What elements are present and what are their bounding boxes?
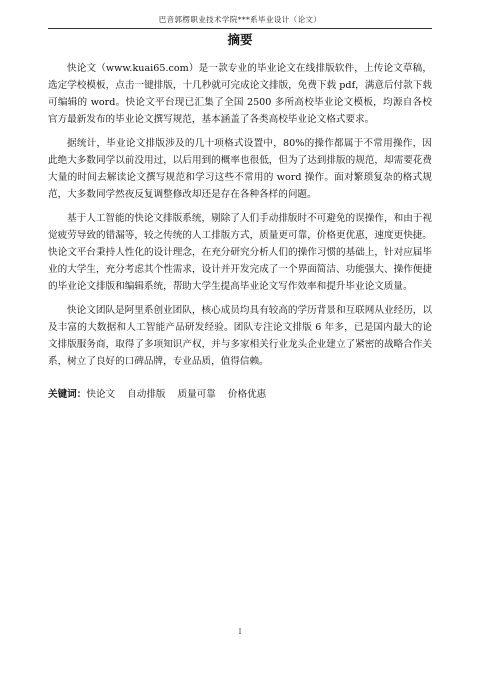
abstract-paragraph: 快论文团队是阿里系创业团队，核心成员均具有较高的学历背景和互联网从业经历，以及丰富的大数据和人工智能产品研发经验。团队专注论文排版 6 年多，已是国内最大的论文排版服务商，取得了多项知识产权，并与多家相关行业龙头企业建立了紧密的战略合作关系，树立了良好的口碑品牌，专业品质，值得信赖。 — [48, 305, 432, 367]
page-number: I — [238, 628, 242, 636]
keyword: 价格优惠 — [227, 389, 267, 400]
abstract-title: 摘要 — [227, 32, 253, 47]
abstract-paragraph: 快论文（www.kuai65.com）是一款专业的毕业论文在线排版软件，上传论文草稿，选定学校模板，点击一键排版，十几秒就可完成论文排版，免费下载 pdf，满意后付款下载可编辑的 word。快论文平台现已汇集了全国 2500 多所高校毕业论文模板，均源自各校官方最新发布的毕业论文撰写规范，基本涵盖了各类高校毕业论文格式要求。 — [48, 63, 432, 125]
abstract-paragraph: 基于人工智能的快论文排版系统，剔除了人们手动排版时不可避免的误操作，和由于视觉疲劳导致的错漏等，较之传统的人工排版方式，质量更可靠，价格更优惠，速度更快捷。快论文平台秉持人性化的设计理念，在充分研究分析人们的操作习惯的基础上，针对应届毕业的大学生，充分考虑其个性需求，设计并开发完成了一个界面简洁、功能强大、操作便捷的毕业论文排版和编辑系统，帮助大学生提高毕业论文写作效率和提升毕业论文质量。 — [48, 213, 432, 292]
abstract-body — [48, 60, 432, 370]
keywords-label: 关键词： — [48, 389, 87, 400]
keyword: 质量可靠 — [177, 389, 216, 400]
abstract-paragraph: 据统计，毕业论文排版涉及的几十项格式设置中，80%的操作都属于不常用操作，因此绝大多数同学以前没用过，以后用到的概率也很低，但为了达到排版的规范，却需要花费大量的时间去解读论文撰写规范和学习这些不常用的 word 操作。面对繁琐复杂的格式规范，大多数同学然夜反复调整修改却还是存在各种各样的问题。 — [48, 138, 432, 200]
keyword: 自动排版 — [127, 389, 166, 400]
running-header: 巴音郭楞职业技术学院***系毕业设计（论文） — [158, 15, 322, 24]
header-divider — [48, 28, 432, 29]
keywords-line — [48, 386, 432, 403]
keyword: 快论文 — [86, 389, 116, 400]
